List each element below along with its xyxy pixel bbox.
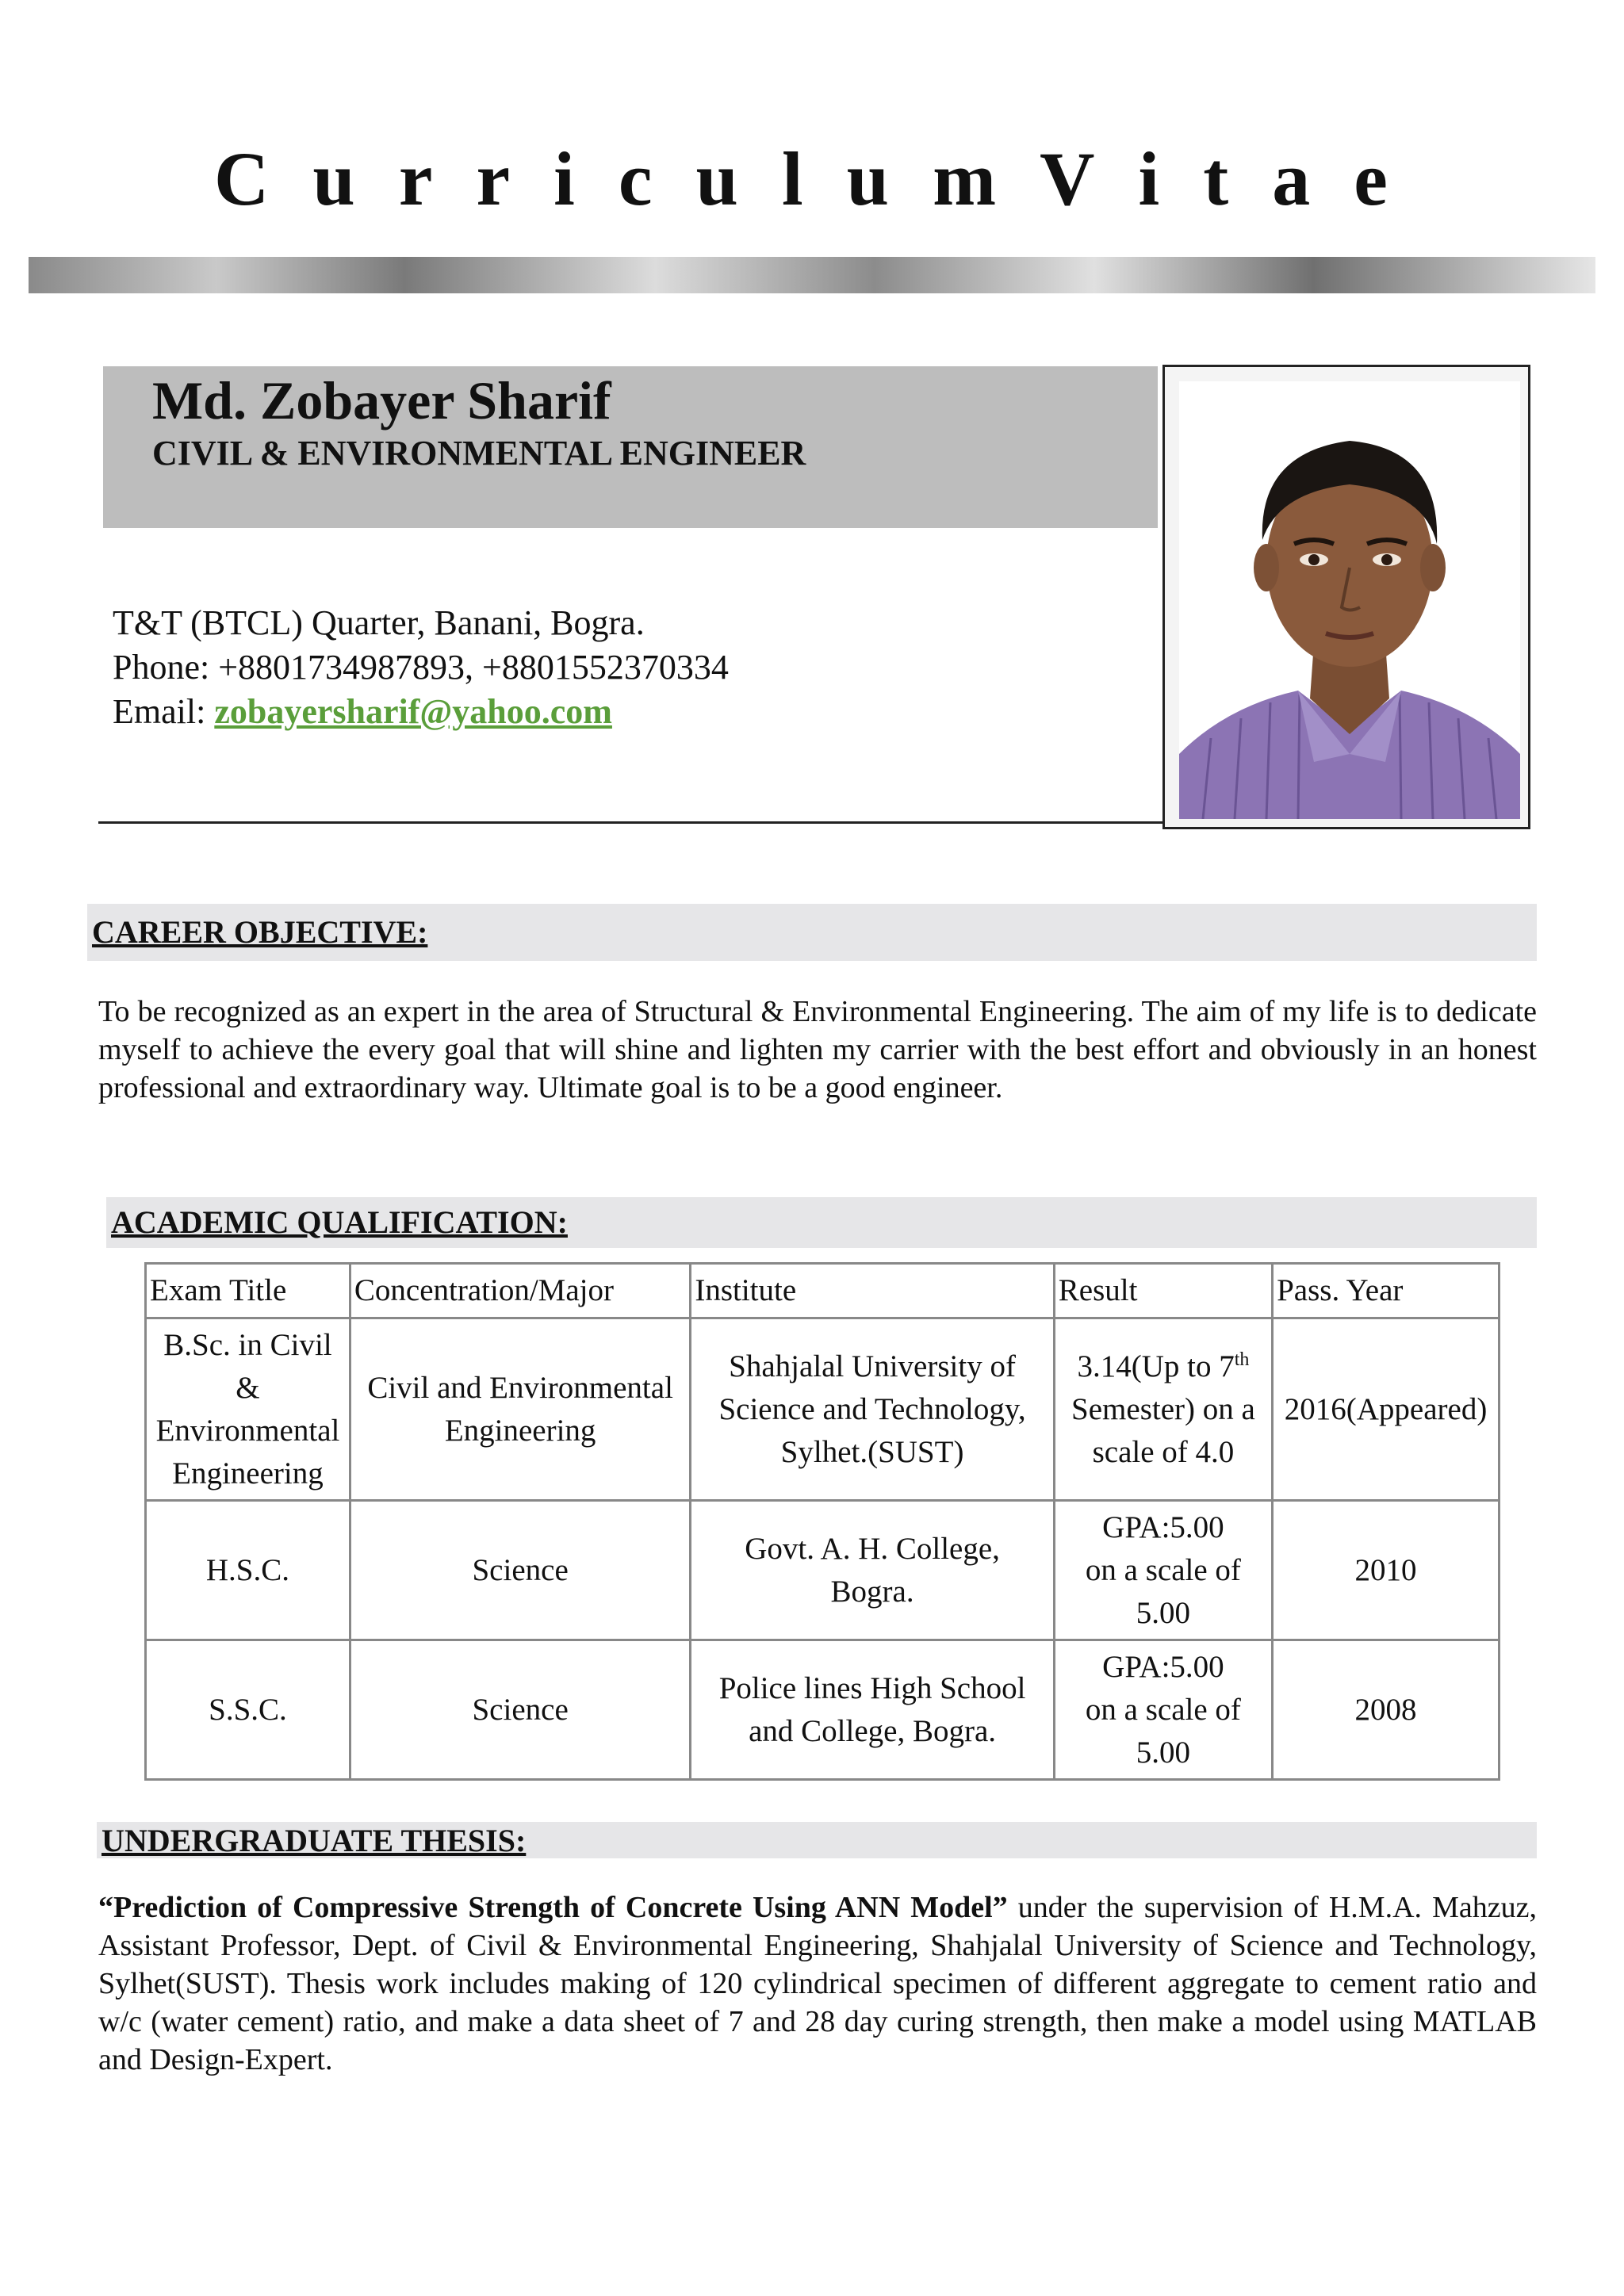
phone-line: Phone: +8801734987893, +8801552370334	[113, 648, 729, 687]
pass-year-cell: 2016(Appeared)	[1273, 1318, 1500, 1501]
title-letter: u	[846, 136, 890, 221]
title-letter: C	[214, 136, 270, 221]
title-letter: a	[1272, 136, 1311, 221]
result-cell	[1054, 1640, 1272, 1780]
result-text: 3.14(Up to 7	[1077, 1349, 1235, 1383]
career-objective-title: CAREER OBJECTIVE:	[92, 914, 428, 950]
title-letter: m	[933, 136, 997, 221]
career-objective-text: To be recognized as an expert in the area of Structural & Environmental Engineering. The aim of my life is to dedicate myself to achieve the every goal that will shine and lighten my carrier with the best effort and obviously in an honest professional and extraordinary way. Ultimate goal is to be a good engineer.	[98, 995, 1537, 1104]
institute-cell	[691, 1640, 1054, 1780]
cell-line: GPA:5.00	[1102, 1510, 1224, 1544]
candidate-name: Md. Zobayer Sharif	[152, 370, 611, 430]
cell-line: scale of 4.0	[1092, 1434, 1235, 1469]
cell-line: Shahjalal University of	[729, 1349, 1016, 1383]
title-letter: l	[781, 136, 803, 221]
undergraduate-thesis-heading	[97, 1822, 1537, 1858]
result-superscript: th	[1234, 1349, 1250, 1370]
academic-qualification-title: ACADEMIC QUALIFICATION:	[111, 1204, 568, 1240]
academic-qualification-heading	[106, 1197, 1537, 1248]
institute-cell	[691, 1501, 1054, 1640]
title-letter: e	[1354, 136, 1388, 221]
cell-line: 5.00	[1136, 1595, 1191, 1630]
thesis-title: “Prediction of Compressive Strength of Concrete Using ANN Model”	[98, 1891, 1008, 1924]
cell-line: GPA:5.00	[1102, 1649, 1224, 1684]
academic-table	[144, 1262, 1500, 1781]
cell-line: B.Sc. in Civil	[163, 1327, 332, 1362]
cell-line: and College, Bogra.	[749, 1713, 997, 1748]
title-letter: i	[553, 136, 575, 221]
pass-year-cell: 2010	[1273, 1501, 1500, 1640]
table-header-row	[146, 1264, 1500, 1318]
major-cell: Science	[350, 1640, 690, 1780]
cell-line: Govt. A. H. College,	[745, 1531, 1000, 1566]
email-link[interactable]: zobayersharif@yahoo.com	[214, 692, 612, 731]
document-title	[214, 135, 1388, 223]
thesis-description: under the supervision of H.M.A. Mahzuz, Assistant Professor, Dept. of Civil & Environmental Engineering, Shahjalal University of Science and Technology, Sylhet(SUST). Thesis work includes making of 120 cylindrical specimen of different aggregate to cement ratio and w/c (water cement) ratio, and make a data sheet of 7 and 28 day curing strength, then make a model using MATLAB and Design-Expert.	[98, 1891, 1537, 2076]
column-header: Exam Title	[146, 1264, 350, 1318]
career-objective-heading	[87, 904, 1537, 961]
email-line	[113, 690, 729, 734]
major-cell	[350, 1318, 690, 1501]
cell-line: Science and Technology,	[718, 1391, 1026, 1426]
column-header: Pass. Year	[1273, 1264, 1500, 1318]
exam-title-cell: H.S.C.	[146, 1501, 350, 1640]
major-cell: Science	[350, 1501, 690, 1640]
column-header: Result	[1054, 1264, 1272, 1318]
cell-line: Civil and Environmental	[367, 1370, 673, 1405]
title-divider-bar	[29, 257, 1595, 293]
column-header: Concentration/Major	[350, 1264, 690, 1318]
table-row	[146, 1501, 1500, 1640]
institute-cell	[691, 1318, 1054, 1501]
contact-divider	[98, 821, 1162, 824]
title-letter: u	[312, 136, 355, 221]
profile-photo	[1162, 365, 1530, 829]
cell-line: Police lines High School	[718, 1670, 1026, 1705]
thesis-text	[98, 1888, 1537, 2079]
cell-line: Sylhet.(SUST)	[780, 1434, 964, 1469]
cell-line: on a scale of	[1085, 1552, 1241, 1587]
title-letter: i	[1138, 136, 1160, 221]
cell-line: on a scale of	[1085, 1692, 1241, 1727]
cell-line: &	[236, 1370, 260, 1405]
table-row	[146, 1640, 1500, 1780]
table-row	[146, 1318, 1500, 1501]
title-letter: V	[1040, 136, 1095, 221]
column-header: Institute	[691, 1264, 1054, 1318]
title-letter: c	[618, 136, 653, 221]
exam-title-cell: S.S.C.	[146, 1640, 350, 1780]
undergraduate-thesis-title: UNDERGRADUATE THESIS:	[102, 1823, 527, 1858]
cell-line: Engineering	[444, 1413, 596, 1448]
portrait-image	[1179, 381, 1520, 819]
cell-line: Engineering	[172, 1456, 324, 1490]
email-label: Email:	[113, 692, 215, 731]
title-letter: t	[1203, 136, 1229, 221]
title-letter: r	[476, 136, 511, 221]
cell-line: Bogra.	[830, 1574, 914, 1609]
exam-title-cell	[146, 1318, 350, 1501]
cell-line	[1059, 1345, 1268, 1388]
result-cell	[1054, 1501, 1272, 1640]
cell-line: Environmental	[155, 1413, 340, 1448]
cell-line: Semester) on a	[1071, 1391, 1255, 1426]
title-letter: r	[398, 136, 433, 221]
result-cell	[1054, 1318, 1272, 1501]
pass-year-cell: 2008	[1273, 1640, 1500, 1780]
candidate-role: CIVIL & ENVIRONMENTAL ENGINEER	[152, 434, 806, 473]
contact-details	[113, 601, 729, 734]
cell-line: 5.00	[1136, 1735, 1191, 1770]
title-letter: u	[695, 136, 738, 221]
address-line: T&T (BTCL) Quarter, Banani, Bogra.	[113, 603, 645, 642]
